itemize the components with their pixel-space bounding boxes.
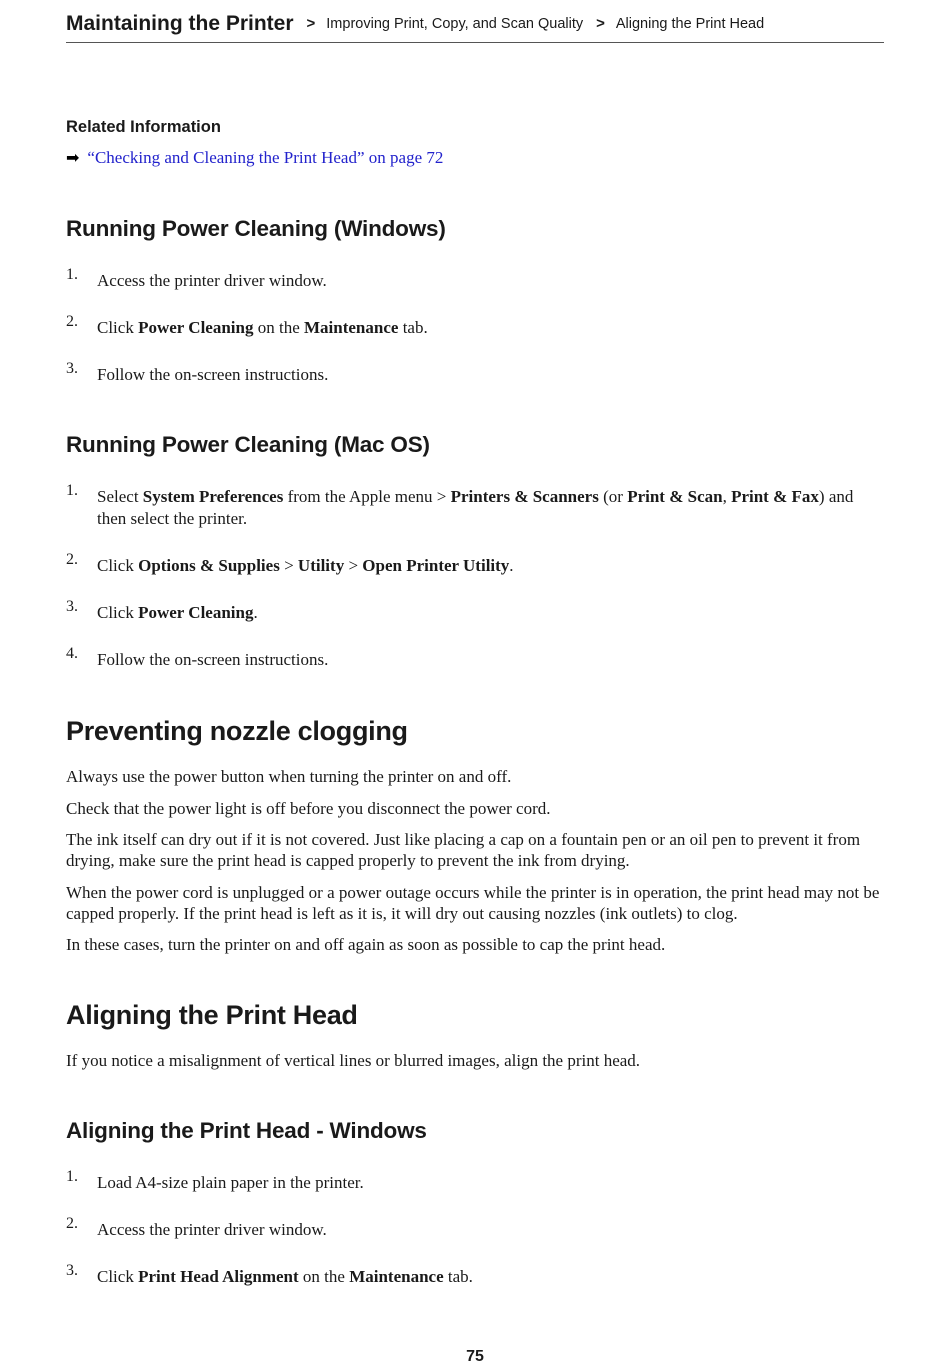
step-number: 3. [66, 1262, 78, 1279]
step-number: 2. [66, 313, 78, 330]
step-number: 2. [66, 551, 78, 568]
step-number: 3. [66, 598, 78, 615]
header-subsection: Aligning the Print Head [615, 16, 765, 32]
paragraph: Always use the power button when turning the printer on and off. [66, 767, 512, 786]
step-text: Click Power Cleaning on the Maintenance tab. [97, 318, 428, 337]
paragraph: The ink itself can dry out if it is not covered. Just like placing a cap on a fountain pen or an oil pen to prevent it from drying, make sure the print head is capped properly to prevent the ink from drying. [66, 830, 861, 870]
header-chapter: Maintaining the Printer [66, 12, 294, 35]
heading-preventing-nozzle-clogging: Preventing nozzle clogging [66, 716, 408, 746]
ui-term: Print & Scan [627, 487, 723, 506]
right-arrow-icon: ➡ [66, 148, 80, 167]
step-text: Follow the on-screen instructions. [97, 365, 329, 384]
step-text: Access the printer driver window. [97, 271, 327, 290]
ui-term: Maintenance [349, 1267, 444, 1286]
step-number: 2. [66, 1215, 78, 1232]
ui-term: Print & Fax [731, 487, 819, 506]
step-text: Click Options & Supplies > Utility > Open Printer Utility. [97, 556, 514, 575]
step-text: Click Power Cleaning. [97, 603, 258, 622]
header-separator: > [306, 15, 316, 32]
header-separator: > [596, 15, 605, 32]
ui-term: Maintenance [304, 318, 399, 337]
step-text: Select System Preferences from the Apple menu > Printers & Scanners (or Print & Scan, Print & Fax) and then select the printer. [97, 487, 854, 528]
running-header [66, 8, 884, 43]
heading-aligning-print-head: Aligning the Print Head [66, 1000, 358, 1030]
related-link-row [66, 148, 443, 168]
step-text: Follow the on-screen instructions. [97, 650, 329, 669]
section-heading-aligning-windows: Aligning the Print Head - Windows [66, 1118, 427, 1143]
step-text: Access the printer driver window. [97, 1220, 327, 1239]
step-text: Click Print Head Alignment on the Maintenance tab. [97, 1267, 473, 1286]
section-heading-mac-cleaning: Running Power Cleaning (Mac OS) [66, 432, 430, 457]
ui-term: Printers & Scanners [450, 487, 599, 506]
paragraph: When the power cord is unplugged or a power outage occurs while the printer is in operation, the print head may not be capped properly. If the print head is left as it is, it will dry out causing nozzles (ink outlets) to clog. [66, 883, 880, 923]
paragraph: If you notice a misalignment of vertical lines or blurred images, align the print head. [66, 1051, 641, 1070]
step-number: 4. [66, 645, 78, 662]
step-number: 1. [66, 266, 78, 283]
ui-term: Open Printer Utility [362, 556, 510, 575]
ui-term: Utility [297, 556, 345, 575]
step-number: 3. [66, 360, 78, 377]
step-text: Load A4-size plain paper in the printer. [97, 1173, 364, 1192]
ui-term: Power Cleaning [138, 318, 254, 337]
paragraph: Check that the power light is off before you disconnect the power cord. [66, 799, 551, 818]
section-heading-windows-cleaning: Running Power Cleaning (Windows) [66, 216, 446, 241]
ui-term: Power Cleaning [138, 603, 254, 622]
header-section: Improving Print, Copy, and Scan Quality [326, 16, 584, 32]
paragraph: In these cases, turn the printer on and off again as soon as possible to cap the print head. [66, 935, 666, 954]
ui-term: Options & Supplies [138, 556, 280, 575]
step-number: 1. [66, 1168, 78, 1185]
step-number: 1. [66, 482, 78, 499]
related-information-title: Related Information [66, 118, 221, 136]
page-number: 75 [466, 1348, 484, 1365]
ui-term: System Preferences [142, 487, 284, 506]
related-link[interactable]: “Checking and Cleaning the Print Head” on page 72 [87, 148, 444, 167]
ui-term: Print Head Alignment [138, 1267, 299, 1286]
